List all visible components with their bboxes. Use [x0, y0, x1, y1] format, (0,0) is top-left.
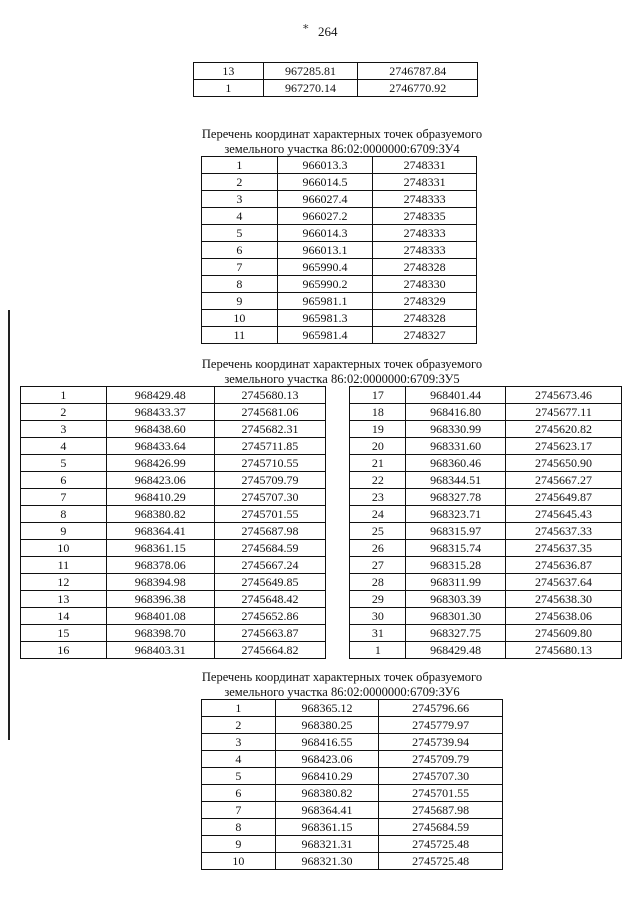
table-cell: 6	[202, 785, 276, 802]
table-row	[21, 421, 622, 438]
table-row	[202, 802, 503, 819]
caption-line: земельного участка 86:02:0000000:6709:ЗУ6	[224, 685, 460, 699]
table-row	[21, 455, 622, 472]
table-cell: 14	[21, 608, 107, 625]
table-row	[202, 293, 477, 310]
table-cell: 2745667.27	[506, 472, 622, 489]
table-cell: 968380.82	[275, 785, 379, 802]
table-row	[202, 836, 503, 853]
table-cell: 18	[350, 404, 406, 421]
table-cell: 31	[350, 625, 406, 642]
table-cell: 968410.29	[275, 768, 379, 785]
table-row	[202, 700, 503, 717]
table-cell: 2745684.59	[379, 819, 503, 836]
table-cell: 968380.25	[275, 717, 379, 734]
table-cell: 968396.38	[106, 591, 214, 608]
table-cell: 5	[21, 455, 107, 472]
table-row	[21, 438, 622, 455]
table-cell: 23	[350, 489, 406, 506]
table-row	[202, 819, 503, 836]
table-cell: 968423.06	[275, 751, 379, 768]
table-cell: 2745650.90	[506, 455, 622, 472]
table-cell: 968321.31	[275, 836, 379, 853]
table-row	[202, 157, 477, 174]
table-cell: 2745638.06	[506, 608, 622, 625]
table-row	[202, 225, 477, 242]
table-row	[202, 751, 503, 768]
table-cell: 2745701.55	[379, 785, 503, 802]
table-cell: 2748333	[373, 191, 477, 208]
table-cell: 968429.48	[406, 642, 506, 659]
table-cell: 968360.46	[406, 455, 506, 472]
table-cell: 10	[202, 853, 276, 870]
table-cell: 968331.60	[406, 438, 506, 455]
caption-zu4	[132, 127, 552, 157]
caption-line: Перечень координат характерных точек образуемого	[201, 357, 483, 371]
column-gap	[326, 472, 350, 489]
table-cell: 2745682.31	[214, 421, 326, 438]
table-cell: 967270.14	[263, 80, 358, 97]
table-cell: 10	[21, 540, 107, 557]
table-cell: 2745709.79	[379, 751, 503, 768]
table-cell: 968330.99	[406, 421, 506, 438]
page-number: 264	[318, 24, 338, 39]
table-cell: 966014.5	[277, 174, 373, 191]
table-row	[202, 208, 477, 225]
table-cell: 2746770.92	[358, 80, 478, 97]
table-body	[202, 157, 477, 344]
table-cell: 3	[202, 734, 276, 751]
table-cell: 7	[202, 802, 276, 819]
caption-line: Перечень координат характерных точек образуемого	[201, 127, 483, 141]
table-cell: 9	[202, 293, 278, 310]
table-cell: 2748327	[373, 327, 477, 344]
column-gap	[326, 489, 350, 506]
column-gap	[326, 608, 350, 625]
table-cell: 2	[21, 404, 107, 421]
table-cell: 2745680.13	[214, 387, 326, 404]
column-gap	[326, 625, 350, 642]
table-cell: 26	[350, 540, 406, 557]
table-cell: 2745637.64	[506, 574, 622, 591]
table-cell: 17	[350, 387, 406, 404]
table-cell: 8	[202, 276, 278, 293]
table-cell: 2745638.30	[506, 591, 622, 608]
table-cell: 968401.08	[106, 608, 214, 625]
table-cell: 2745707.30	[214, 489, 326, 506]
table-cell: 2745636.87	[506, 557, 622, 574]
table-cell: 2745687.98	[214, 523, 326, 540]
table-cell: 2745709.79	[214, 472, 326, 489]
column-gap	[326, 642, 350, 659]
table-cell: 968380.82	[106, 506, 214, 523]
table-cell: 2745620.82	[506, 421, 622, 438]
column-gap	[326, 404, 350, 421]
table-row	[202, 734, 503, 751]
table-cell: 2745710.55	[214, 455, 326, 472]
table-row	[21, 540, 622, 557]
table-cell: 968364.41	[106, 523, 214, 540]
table-cell: 968361.15	[275, 819, 379, 836]
table-row	[21, 608, 622, 625]
table-cell: 22	[350, 472, 406, 489]
table-cell: 2745680.13	[506, 642, 622, 659]
table-cell: 6	[21, 472, 107, 489]
table-row	[202, 310, 477, 327]
table-row	[21, 574, 622, 591]
table-cell: 28	[350, 574, 406, 591]
column-gap	[326, 438, 350, 455]
table-row	[202, 191, 477, 208]
table-cell: 2748333	[373, 242, 477, 259]
table-row	[202, 717, 503, 734]
table-cell: 966027.4	[277, 191, 373, 208]
table-row	[21, 625, 622, 642]
table-cell: 2745796.66	[379, 700, 503, 717]
table-cell: 10	[202, 310, 278, 327]
table-cell: 4	[202, 208, 278, 225]
table-cell: 966013.1	[277, 242, 373, 259]
table-row	[202, 853, 503, 870]
table-cell: 2745623.17	[506, 438, 622, 455]
table-cell: 1	[202, 157, 278, 174]
table-cell: 2745649.87	[506, 489, 622, 506]
table-cell: 11	[202, 327, 278, 344]
coordinates-table-continuation	[193, 62, 478, 97]
table-cell: 2745725.48	[379, 836, 503, 853]
table-cell: 968311.99	[406, 574, 506, 591]
table-cell: 2745648.42	[214, 591, 326, 608]
table-cell: 2745739.94	[379, 734, 503, 751]
column-gap	[326, 387, 350, 404]
table-row	[202, 768, 503, 785]
table-cell: 2745664.82	[214, 642, 326, 659]
table-cell: 2745609.80	[506, 625, 622, 642]
table-cell: 8	[202, 819, 276, 836]
table-cell: 9	[21, 523, 107, 540]
table-cell: 3	[202, 191, 278, 208]
table-cell: 2745707.30	[379, 768, 503, 785]
table-cell: 12	[21, 574, 107, 591]
table-cell: 968315.74	[406, 540, 506, 557]
table-cell: 2745649.85	[214, 574, 326, 591]
table-cell: 2745779.97	[379, 717, 503, 734]
table-row	[194, 63, 478, 80]
table-body	[21, 387, 622, 659]
table-cell: 965981.1	[277, 293, 373, 310]
table-cell: 2745652.86	[214, 608, 326, 625]
table-row	[21, 404, 622, 421]
table-cell: 7	[21, 489, 107, 506]
table-cell: 29	[350, 591, 406, 608]
table-cell: 1	[21, 387, 107, 404]
table-cell: 2746787.84	[358, 63, 478, 80]
table-row	[21, 523, 622, 540]
table-cell: 25	[350, 523, 406, 540]
coordinates-table-zu6	[201, 699, 503, 870]
table-cell: 968303.39	[406, 591, 506, 608]
table-cell: 2	[202, 174, 278, 191]
table-cell: 15	[21, 625, 107, 642]
caption-zu5	[132, 357, 552, 387]
table-row	[21, 642, 622, 659]
column-gap	[326, 591, 350, 608]
caption-line: земельного участка 86:02:0000000:6709:ЗУ5	[224, 372, 460, 386]
table-cell: 13	[194, 63, 264, 80]
table-cell: 2745684.59	[214, 540, 326, 557]
table-row	[21, 591, 622, 608]
caption-line: Перечень координат характерных точек образуемого	[201, 670, 483, 684]
table-cell: 13	[21, 591, 107, 608]
table-cell: 968433.37	[106, 404, 214, 421]
table-cell: 1	[350, 642, 406, 659]
table-row	[21, 489, 622, 506]
table-row	[21, 557, 622, 574]
table-cell: 5	[202, 225, 278, 242]
column-gap	[326, 455, 350, 472]
caption-zu6	[132, 670, 552, 700]
table-cell: 30	[350, 608, 406, 625]
table-cell: 966013.3	[277, 157, 373, 174]
table-cell: 2745711.85	[214, 438, 326, 455]
table-cell: 968315.28	[406, 557, 506, 574]
table-row	[202, 276, 477, 293]
table-cell: 968327.75	[406, 625, 506, 642]
table-cell: 968401.44	[406, 387, 506, 404]
table-cell: 27	[350, 557, 406, 574]
table-cell: 21	[350, 455, 406, 472]
table-cell: 968378.06	[106, 557, 214, 574]
table-row	[21, 506, 622, 523]
table-cell: 7	[202, 259, 278, 276]
table-cell: 968433.64	[106, 438, 214, 455]
table-cell: 16	[21, 642, 107, 659]
table-cell: 2	[202, 717, 276, 734]
table-cell: 9	[202, 836, 276, 853]
table-row	[21, 387, 622, 404]
table-cell: 4	[202, 751, 276, 768]
table-cell: 2748331	[373, 157, 477, 174]
margin-line	[8, 310, 10, 740]
table-cell: 19	[350, 421, 406, 438]
column-gap	[326, 574, 350, 591]
column-gap	[326, 523, 350, 540]
column-gap	[326, 557, 350, 574]
table-cell: 2745663.87	[214, 625, 326, 642]
table-cell: 968410.29	[106, 489, 214, 506]
table-cell: 968323.71	[406, 506, 506, 523]
table-cell: 1	[194, 80, 264, 97]
coordinates-table-zu4	[201, 156, 477, 344]
table-row	[202, 785, 503, 802]
table-cell: 5	[202, 768, 276, 785]
table-cell: 6	[202, 242, 278, 259]
table-cell: 968301.30	[406, 608, 506, 625]
table-row	[202, 242, 477, 259]
table-cell: 968394.98	[106, 574, 214, 591]
table-body	[202, 700, 503, 870]
coordinates-table-zu5	[20, 386, 622, 659]
table-row	[202, 327, 477, 344]
table-cell: 968361.15	[106, 540, 214, 557]
table-cell: 2745673.46	[506, 387, 622, 404]
table-cell: 2745645.43	[506, 506, 622, 523]
table-cell: 2748328	[373, 310, 477, 327]
column-gap	[326, 540, 350, 557]
table-cell: 968344.51	[406, 472, 506, 489]
table-cell: 965990.2	[277, 276, 373, 293]
table-cell: 965981.4	[277, 327, 373, 344]
table-cell: 2748333	[373, 225, 477, 242]
table-row	[202, 174, 477, 191]
table-cell: 20	[350, 438, 406, 455]
caption-line: земельного участка 86:02:0000000:6709:ЗУ4	[224, 142, 460, 156]
table-cell: 2745637.33	[506, 523, 622, 540]
scan-mark: ∗	[302, 21, 310, 33]
table-cell: 966014.3	[277, 225, 373, 242]
table-body	[194, 63, 478, 97]
table-cell: 967285.81	[263, 63, 358, 80]
table-cell: 2745701.55	[214, 506, 326, 523]
table-cell: 968315.97	[406, 523, 506, 540]
table-cell: 8	[21, 506, 107, 523]
table-cell: 2748331	[373, 174, 477, 191]
table-cell: 2748330	[373, 276, 477, 293]
table-cell: 968403.31	[106, 642, 214, 659]
table-cell: 4	[21, 438, 107, 455]
table-cell: 968438.60	[106, 421, 214, 438]
table-row	[202, 259, 477, 276]
table-cell: 968423.06	[106, 472, 214, 489]
table-cell: 968365.12	[275, 700, 379, 717]
table-cell: 1	[202, 700, 276, 717]
table-cell: 968327.78	[406, 489, 506, 506]
table-cell: 2745637.35	[506, 540, 622, 557]
table-cell: 2745667.24	[214, 557, 326, 574]
table-cell: 2748328	[373, 259, 477, 276]
table-cell: 968364.41	[275, 802, 379, 819]
table-cell: 968426.99	[106, 455, 214, 472]
table-cell: 968429.48	[106, 387, 214, 404]
table-cell: 2745725.48	[379, 853, 503, 870]
table-cell: 2745687.98	[379, 802, 503, 819]
table-cell: 24	[350, 506, 406, 523]
table-cell: 2745681.06	[214, 404, 326, 421]
table-cell: 3	[21, 421, 107, 438]
table-cell: 968321.30	[275, 853, 379, 870]
column-gap	[326, 506, 350, 523]
table-cell: 2748335	[373, 208, 477, 225]
column-gap	[326, 421, 350, 438]
table-cell: 2748329	[373, 293, 477, 310]
table-cell: 965981.3	[277, 310, 373, 327]
table-row	[21, 472, 622, 489]
table-cell: 968416.55	[275, 734, 379, 751]
table-cell: 968398.70	[106, 625, 214, 642]
table-cell: 966027.2	[277, 208, 373, 225]
table-cell: 968416.80	[406, 404, 506, 421]
table-cell: 965990.4	[277, 259, 373, 276]
table-row	[194, 80, 478, 97]
table-cell: 2745677.11	[506, 404, 622, 421]
table-cell: 11	[21, 557, 107, 574]
